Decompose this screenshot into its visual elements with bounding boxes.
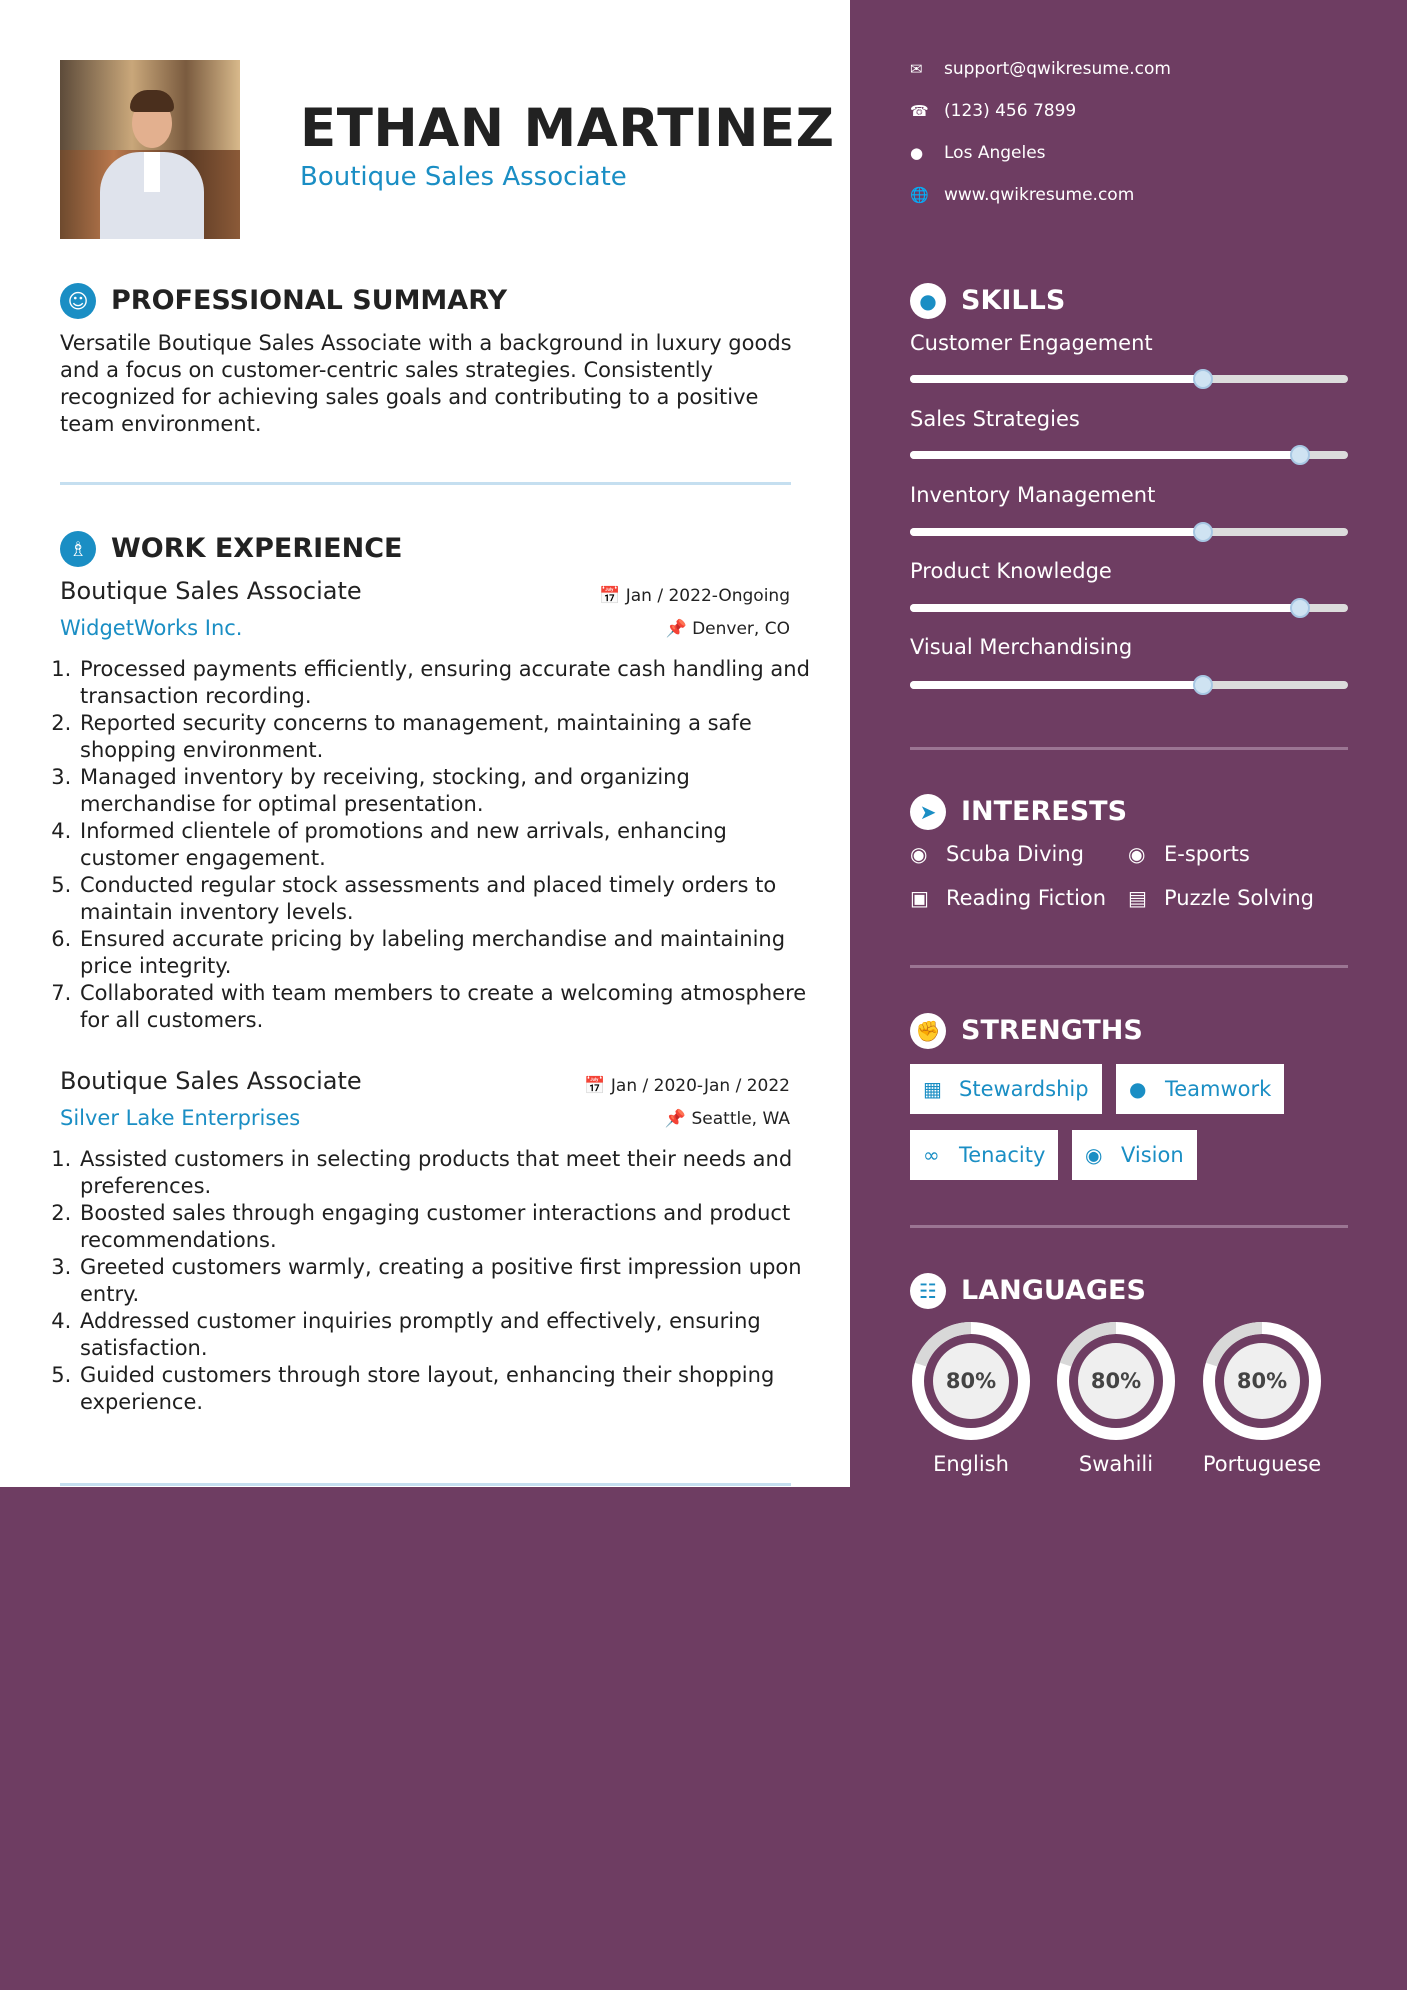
list-item: 7. Collaborated with team members to create a welcoming atmosphere for all customers.	[78, 980, 818, 1034]
strengths-heading: STRENGTHS	[961, 1015, 1143, 1046]
job-bullets	[60, 1146, 818, 1416]
divider	[60, 482, 791, 485]
user-icon: ☺	[60, 283, 96, 319]
language-icon: ☷	[910, 1273, 946, 1309]
language-item	[1055, 1320, 1177, 1476]
strength-badge: ▦ Stewardship	[910, 1064, 1102, 1114]
list-item: 3. Greeted customers warmly, creating a positive first impression upon entry.	[78, 1254, 818, 1308]
briefcase-icon: ▦	[923, 1077, 942, 1101]
divider	[910, 965, 1348, 968]
job-company: WidgetWorks Inc.	[60, 616, 243, 640]
skill-label: Inventory Management	[910, 483, 1156, 507]
job-date: 📅 Jan / 2020-Jan / 2022	[584, 1076, 790, 1096]
phone-icon: ☎	[910, 102, 929, 120]
gamepad-icon: ▣	[910, 886, 929, 910]
language-item	[910, 1320, 1032, 1476]
list-item: 2. Reported security concerns to management, maintaining a safe shopping environment.	[78, 710, 818, 764]
contact-email: ✉ support@qwikresume.com	[910, 59, 1171, 79]
envelope-icon: ✉	[910, 60, 923, 78]
language-item	[1201, 1320, 1323, 1476]
book-icon: ▤	[1128, 886, 1147, 910]
summary-text: Versatile Boutique Sales Associate with a background in luxury goods and a focus on customer-centric sales strategies. Consistently recognized for achieving sales goals and contributing to a positive team environment.	[60, 331, 792, 436]
pin-icon: 📌	[664, 1109, 687, 1129]
interest-item: ◉ E-sports	[1128, 842, 1250, 866]
job-date: 📅 Jan / 2022-Ongoing	[599, 586, 790, 606]
skill-label: Sales Strategies	[910, 407, 1080, 431]
skills-heading: SKILLS	[961, 285, 1066, 316]
divider	[60, 1483, 791, 1486]
skill-label: Product Knowledge	[910, 559, 1112, 583]
skill-bar	[910, 528, 1348, 536]
pin-icon: 📌	[665, 619, 687, 639]
job-company: Silver Lake Enterprises	[60, 1106, 301, 1130]
job-title: Boutique Sales Associate	[60, 577, 362, 605]
experience-heading: WORK EXPERIENCE	[111, 533, 403, 564]
job-location: 📌 Denver, CO	[665, 619, 790, 639]
lifebuoy-icon: ◉	[1128, 842, 1146, 866]
list-item: 1. Processed payments efficiently, ensuring accurate cash handling and transaction recording.	[78, 656, 818, 710]
skill-label: Visual Merchandising	[910, 635, 1133, 659]
languages-heading: LANGUAGES	[961, 1275, 1146, 1306]
language-name: Portuguese	[1202, 1452, 1322, 1476]
skill-bar	[910, 681, 1348, 689]
list-item: 2. Boosted sales through engaging customer interactions and product recommendations.	[78, 1200, 818, 1254]
list-item: 3. Managed inventory by receiving, stocking, and organizing merchandise for optimal presentation.	[78, 764, 818, 818]
users-icon: ●	[1129, 1077, 1147, 1101]
globe-icon: 🌐	[910, 186, 929, 204]
job-title: Boutique Sales Associate	[60, 1067, 362, 1095]
language-percent: 80%	[1090, 1369, 1142, 1393]
candidate-name: ETHAN MARTINEZ	[300, 98, 835, 159]
lightbulb-icon: ●	[910, 283, 946, 319]
lifebuoy-icon: ◉	[910, 842, 928, 866]
list-item: 1. Assisted customers in selecting products that meet their needs and preferences.	[78, 1146, 818, 1200]
language-percent: 80%	[945, 1369, 997, 1393]
language-name: English	[933, 1452, 1009, 1476]
list-item: 4. Addressed customer inquiries promptly and effectively, ensuring satisfaction.	[78, 1308, 818, 1362]
list-item: 6. Ensured accurate pricing by labeling merchandise and maintaining price integrity.	[78, 926, 818, 980]
calendar-icon: 📅	[584, 1076, 606, 1096]
interests-heading: INTERESTS	[961, 796, 1128, 827]
map-marker-icon: ●	[910, 144, 924, 162]
divider	[910, 747, 1348, 750]
skill-bar	[910, 451, 1348, 459]
interest-item: ▤ Puzzle Solving	[1128, 886, 1314, 910]
link-icon: ∞	[923, 1143, 940, 1167]
contact-location: ● Los Angeles	[910, 143, 1046, 163]
job-location: 📌 Seattle, WA	[664, 1109, 790, 1129]
calendar-icon: 📅	[599, 586, 621, 606]
languages-clip	[850, 1300, 1407, 1487]
interest-item: ▣ Reading Fiction	[910, 886, 1107, 910]
list-item: 4. Informed clientele of promotions and new arrivals, enhancing customer engagement.	[78, 818, 818, 872]
skill-bar	[910, 375, 1348, 383]
profile-photo	[60, 60, 240, 239]
skill-label: Customer Engagement	[910, 331, 1153, 355]
job-bullets	[60, 656, 818, 1034]
contact-phone: ☎ (123) 456 7899	[910, 101, 1077, 121]
fist-icon: ✊	[910, 1013, 946, 1049]
candidate-title: Boutique Sales Associate	[300, 162, 627, 192]
interest-item: ◉ Scuba Diving	[910, 842, 1084, 866]
language-name: Swahili	[1078, 1452, 1154, 1476]
main-column	[0, 0, 850, 1487]
paper-plane-icon: ➤	[910, 794, 946, 830]
strength-badge: ◉ Vision	[1072, 1130, 1197, 1180]
summary-heading: PROFESSIONAL SUMMARY	[111, 285, 508, 316]
chair-icon: ♗	[60, 531, 96, 567]
language-percent: 80%	[1236, 1369, 1288, 1393]
list-item: 5. Conducted regular stock assessments and placed timely orders to maintain inventory levels.	[78, 872, 818, 926]
contact-website: 🌐 www.qwikresume.com	[910, 185, 1135, 205]
strength-badge: ● Teamwork	[1116, 1064, 1284, 1114]
binoculars-icon: ◉	[1085, 1143, 1103, 1167]
divider	[910, 1225, 1348, 1228]
skill-bar	[910, 604, 1348, 612]
strength-badge: ∞ Tenacity	[910, 1130, 1058, 1180]
list-item: 5. Guided customers through store layout, enhancing their shopping experience.	[78, 1362, 818, 1416]
